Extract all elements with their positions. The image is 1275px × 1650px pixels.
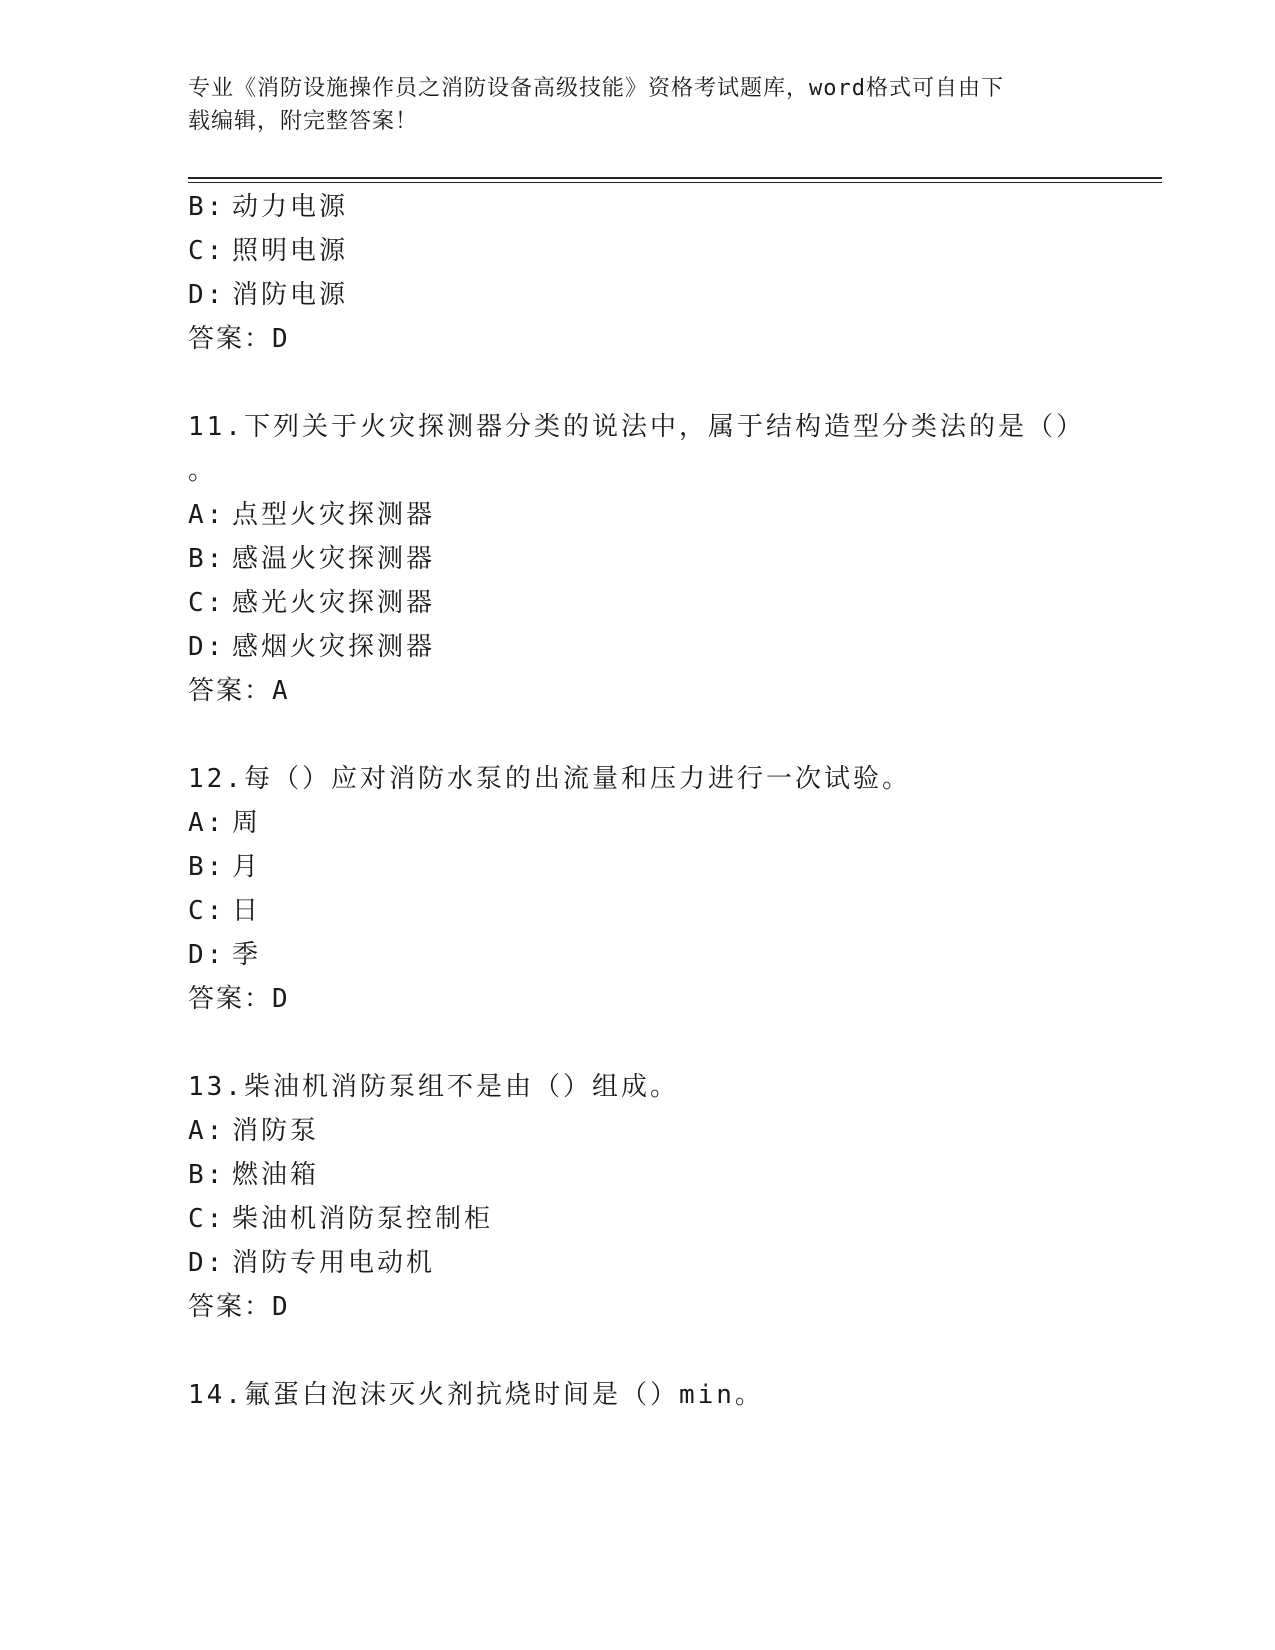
option-a — [188, 1114, 319, 1148]
header-divider-thick — [188, 177, 1162, 179]
option-text: 月 — [232, 852, 262, 882]
option-c — [188, 586, 435, 620]
option-text: 感光火灾探测器 — [232, 588, 436, 618]
option-text: 点型火灾探测器 — [232, 500, 436, 530]
option-key: C: — [188, 236, 226, 266]
answer-line — [188, 674, 290, 708]
question-11-stem-tail: 。 — [188, 456, 218, 486]
header-line-2: 载编辑，附完整答案！ — [188, 109, 419, 134]
option-b — [188, 1158, 319, 1192]
option-text: 燃油箱 — [232, 1160, 320, 1190]
answer-value: D — [272, 324, 290, 354]
answer-value: D — [272, 1292, 290, 1322]
option-key: B: — [188, 192, 226, 222]
answer-value: A — [272, 676, 290, 706]
option-key: A: — [188, 500, 226, 530]
option-text: 动力电源 — [232, 192, 349, 222]
option-key: B: — [188, 852, 226, 882]
option-d — [188, 1246, 435, 1280]
question-11-stem: 11.下列关于火灾探测器分类的说法中，属于结构造型分类法的是（） — [188, 412, 1085, 442]
option-c — [188, 894, 261, 928]
option-c — [188, 1202, 493, 1236]
option-c — [188, 234, 348, 268]
option-key: C: — [188, 896, 226, 926]
header-divider-thin — [188, 182, 1162, 183]
option-key: A: — [188, 1116, 226, 1146]
option-text: 柴油机消防泵控制柜 — [232, 1204, 494, 1234]
question-14-stem: 14.氟蛋白泡沫灭火剂抗烧时间是（）min。 — [188, 1380, 764, 1410]
option-key: D: — [188, 632, 226, 662]
option-text: 周 — [232, 808, 262, 838]
option-text: 日 — [232, 896, 262, 926]
option-d — [188, 938, 261, 972]
answer-line — [188, 322, 290, 356]
answer-value: D — [272, 984, 290, 1014]
option-b — [188, 542, 435, 576]
option-a — [188, 498, 435, 532]
answer-label: 答案： — [188, 324, 273, 354]
option-key: D: — [188, 1248, 226, 1278]
option-key: B: — [188, 544, 226, 574]
option-text: 照明电源 — [232, 236, 349, 266]
option-d — [188, 630, 435, 664]
answer-line — [188, 1290, 290, 1324]
option-key: A: — [188, 808, 226, 838]
option-text: 季 — [232, 940, 262, 970]
answer-line — [188, 982, 290, 1016]
answer-label: 答案： — [188, 676, 273, 706]
option-text: 消防专用电动机 — [232, 1248, 436, 1278]
option-key: B: — [188, 1160, 226, 1190]
option-b — [188, 850, 261, 884]
option-text: 感温火灾探测器 — [232, 544, 436, 574]
option-a — [188, 806, 261, 840]
option-d — [188, 278, 348, 312]
option-key: C: — [188, 588, 226, 618]
option-key: D: — [188, 280, 226, 310]
document-header — [188, 72, 1068, 138]
option-key: D: — [188, 940, 226, 970]
option-b — [188, 190, 348, 224]
question-12-stem: 12.每（）应对消防水泵的出流量和压力进行一次试验。 — [188, 764, 911, 794]
option-text: 消防电源 — [232, 280, 349, 310]
question-13-stem: 13.柴油机消防泵组不是由（）组成。 — [188, 1072, 679, 1102]
option-text: 感烟火灾探测器 — [232, 632, 436, 662]
header-line-1: 专业《消防设施操作员之消防设备高级技能》资格考试题库，word格式可自由下 — [188, 76, 1004, 101]
option-text: 消防泵 — [232, 1116, 320, 1146]
answer-label: 答案： — [188, 984, 273, 1014]
option-key: C: — [188, 1204, 226, 1234]
answer-label: 答案： — [188, 1292, 273, 1322]
